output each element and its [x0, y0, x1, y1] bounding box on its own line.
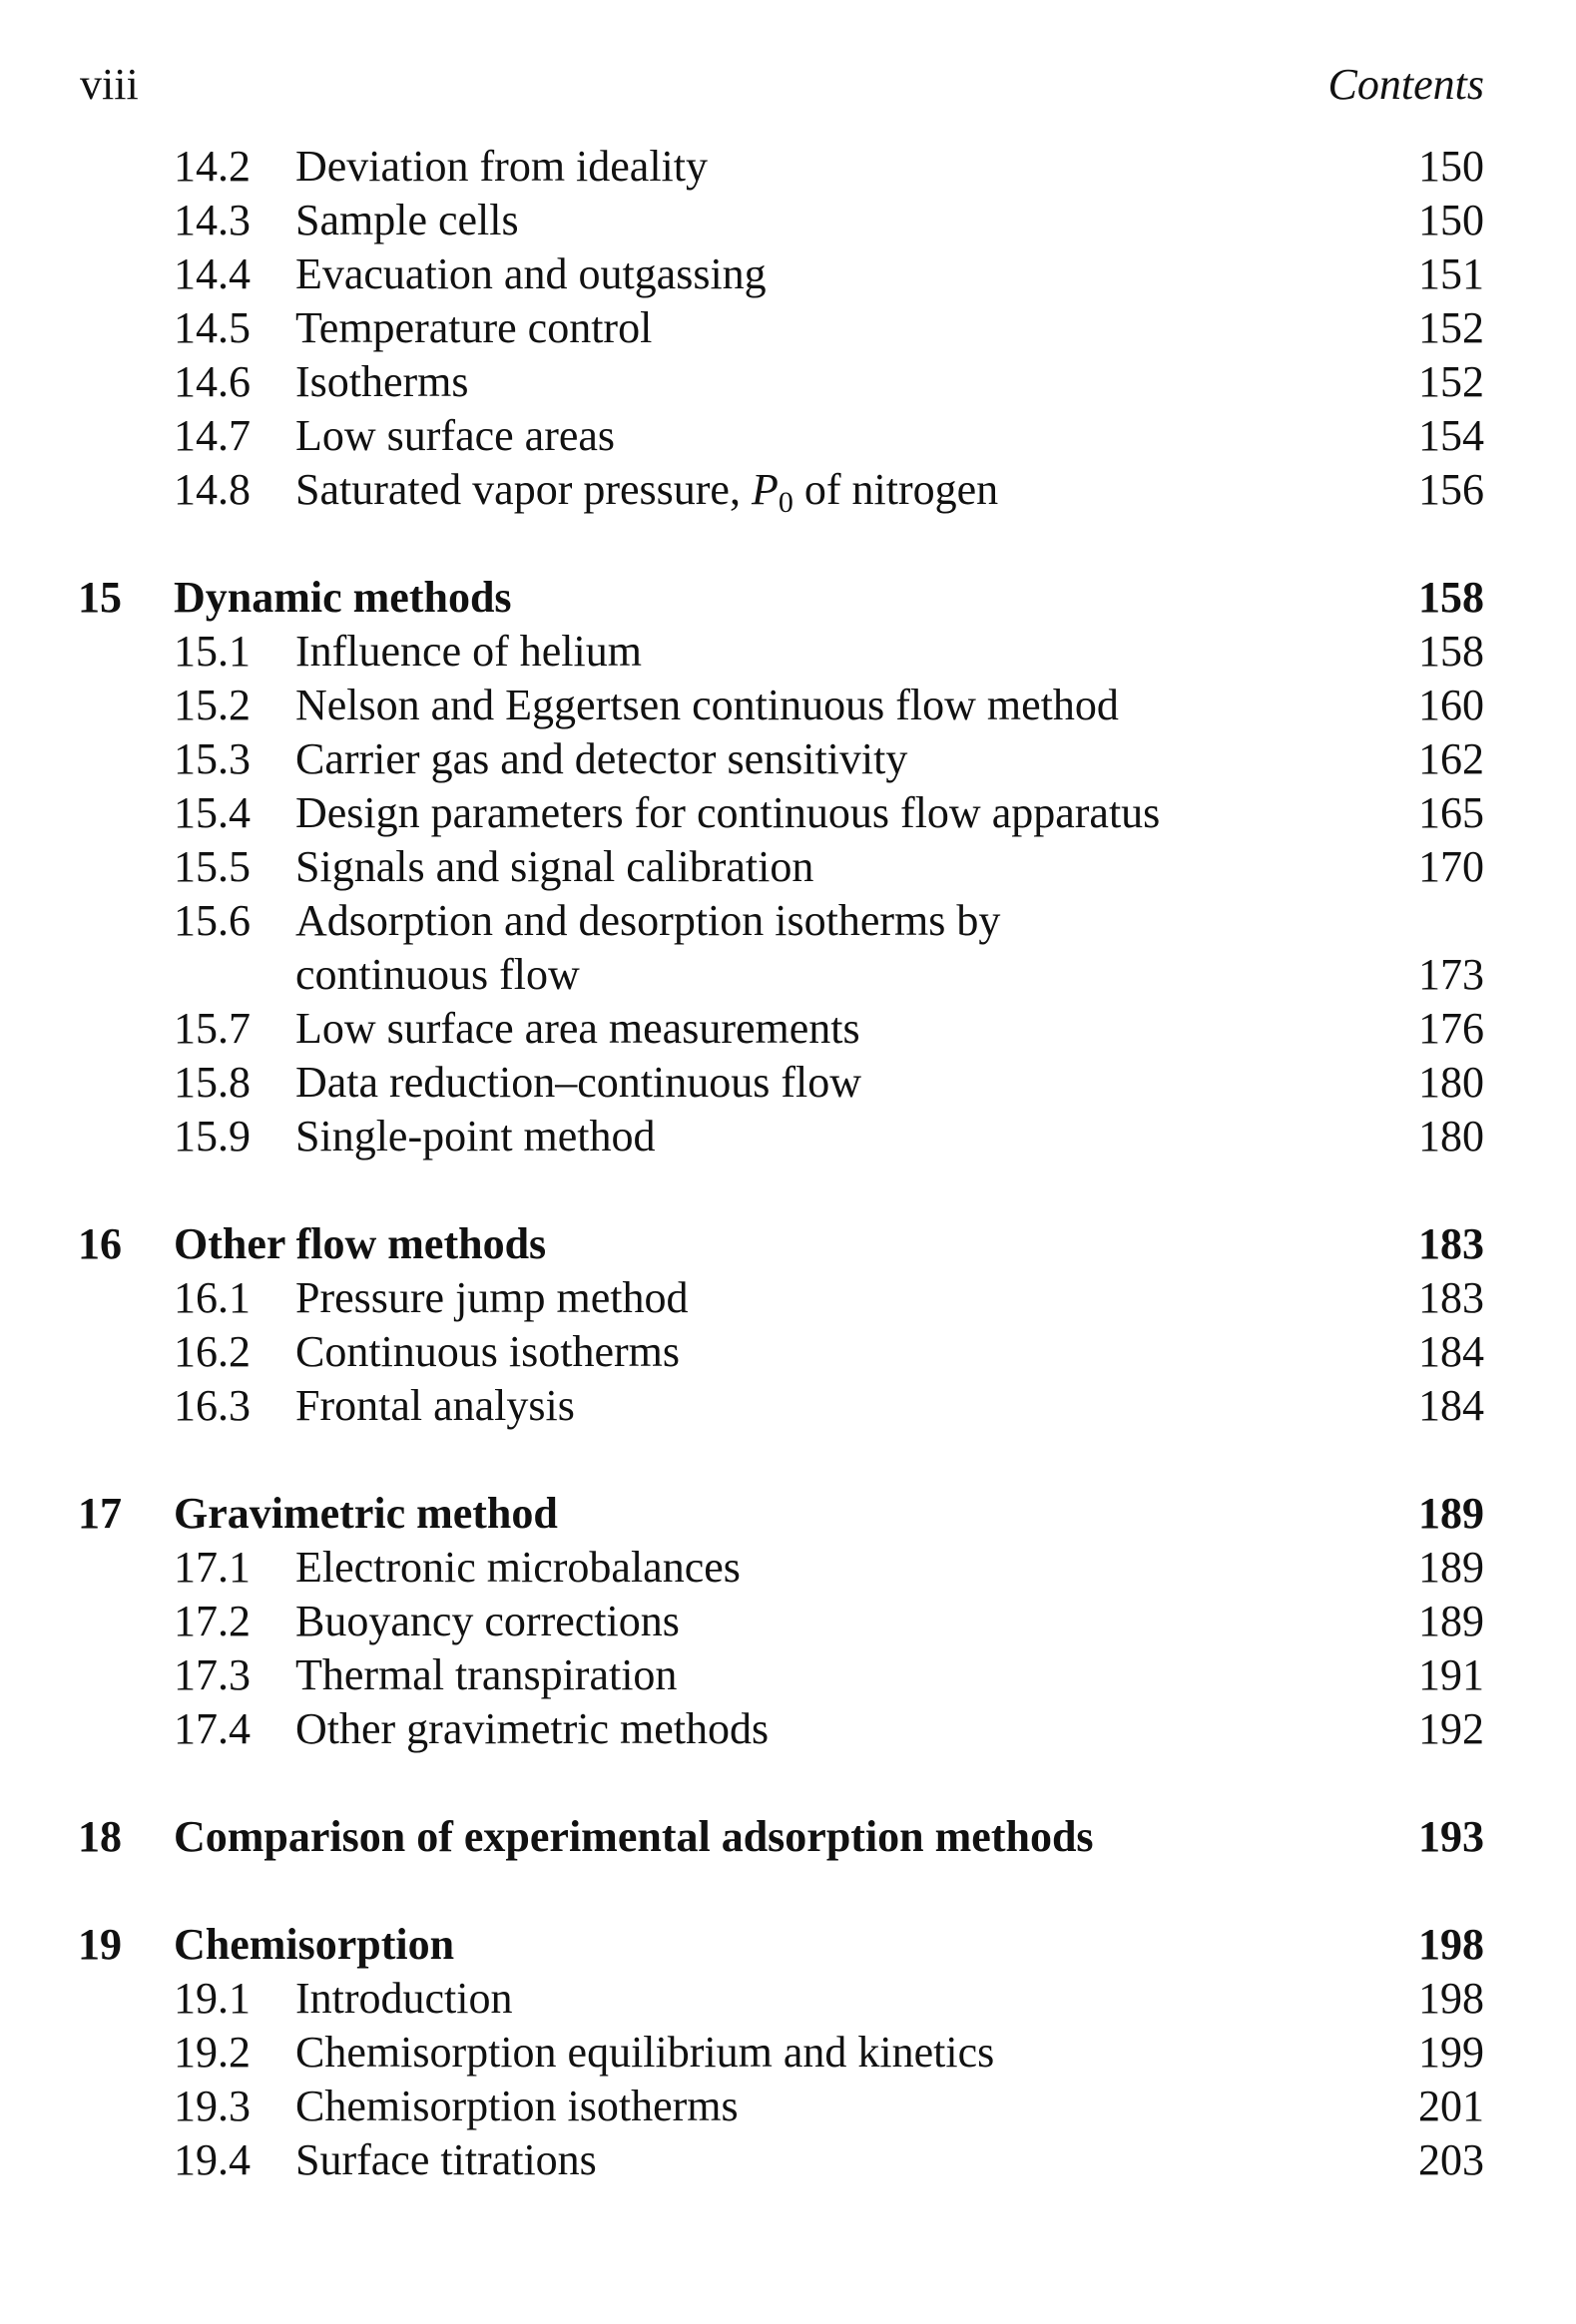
chapter-number: 19	[78, 1920, 122, 1969]
section-title: Carrier gas and detector sensitivity	[295, 734, 908, 783]
section-number: 17.3	[174, 1650, 251, 1699]
toc-entry	[0, 732, 1576, 786]
section-number: 15.9	[174, 1112, 251, 1161]
toc-entry	[0, 463, 1576, 517]
page-ref: 183	[1418, 1219, 1484, 1268]
section-title: Pressure jump method	[295, 1273, 689, 1322]
section-title: Low surface area measurements	[295, 1004, 860, 1053]
toc-entry	[0, 679, 1576, 732]
page-ref: 184	[1418, 1327, 1484, 1376]
page-ref: 180	[1418, 1058, 1484, 1107]
title-part: Saturated vapor pressure,	[295, 465, 752, 514]
section-title: Adsorption and desorption isotherms by	[295, 896, 1001, 945]
section-number: 14.8	[174, 465, 251, 514]
section-number: 14.6	[174, 357, 251, 406]
running-title: Contents	[1327, 60, 1484, 109]
toc-entry	[0, 1271, 1576, 1325]
page-number: viii	[80, 60, 139, 109]
page-ref: 180	[1418, 1112, 1484, 1161]
page-ref: 189	[1418, 1543, 1484, 1592]
chapter-title: Dynamic methods	[174, 573, 512, 622]
section-number: 15.6	[174, 896, 251, 945]
section-number: 14.4	[174, 249, 251, 298]
section-title: Single-point method	[295, 1112, 656, 1161]
section-number: 16.1	[174, 1273, 251, 1322]
section-title: Chemisorption isotherms	[295, 2082, 739, 2130]
chapter-title: Other flow methods	[174, 1219, 547, 1268]
toc-entry	[0, 355, 1576, 409]
section-title: Other gravimetric methods	[295, 1704, 770, 1753]
toc-chapter	[0, 1487, 1576, 1541]
section-title: Evacuation and outgassing	[295, 249, 767, 298]
toc-entry	[0, 1110, 1576, 1163]
chapter-title: Gravimetric method	[174, 1489, 558, 1538]
toc-entry	[0, 1056, 1576, 1110]
section-number: 16.3	[174, 1381, 251, 1430]
section-title: Continuous isotherms	[295, 1327, 681, 1376]
section-title: Temperature control	[295, 303, 653, 352]
toc-entry	[0, 2080, 1576, 2133]
chapter-number: 17	[78, 1489, 122, 1538]
toc-entry	[0, 194, 1576, 247]
section-title: continuous flow	[295, 950, 580, 999]
toc-entry	[0, 1702, 1576, 1756]
section-number: 17.2	[174, 1597, 251, 1645]
section-title: Electronic microbalances	[295, 1543, 741, 1592]
subscript-zero: 0	[778, 486, 793, 519]
toc-entry	[0, 894, 1576, 948]
section-number: 19.1	[174, 1974, 251, 2023]
section-number: 19.3	[174, 2082, 251, 2130]
section-number: 17.4	[174, 1704, 251, 1753]
section-title	[295, 463, 998, 517]
section-title: Frontal analysis	[295, 1381, 575, 1430]
section-number: 14.7	[174, 411, 251, 460]
toc-entry-continuation	[0, 948, 1576, 1002]
page-ref: 158	[1418, 627, 1484, 676]
section-number: 14.5	[174, 303, 251, 352]
page-ref: 162	[1418, 734, 1484, 783]
section-title: Thermal transpiration	[295, 1650, 678, 1699]
section-number: 19.2	[174, 2028, 251, 2077]
page-ref: 184	[1418, 1381, 1484, 1430]
toc-entry	[0, 1648, 1576, 1702]
section-number: 15.4	[174, 788, 251, 837]
toc-entry	[0, 140, 1576, 194]
page-ref: 150	[1418, 196, 1484, 244]
page-ref: 173	[1418, 950, 1484, 999]
page-ref: 160	[1418, 681, 1484, 729]
chapter-title: Chemisorption	[174, 1920, 455, 1969]
page-ref: 165	[1418, 788, 1484, 837]
page-ref: 201	[1418, 2082, 1484, 2130]
page-ref: 189	[1418, 1597, 1484, 1645]
page-ref: 158	[1418, 573, 1484, 622]
toc-entry	[0, 625, 1576, 679]
section-number: 15.2	[174, 681, 251, 729]
title-part: of nitrogen	[792, 465, 999, 514]
toc-entry	[0, 786, 1576, 840]
symbol-p: P	[751, 465, 779, 514]
section-number: 15.3	[174, 734, 251, 783]
page-ref: 198	[1418, 1920, 1484, 1969]
page-ref: 183	[1418, 1273, 1484, 1322]
page-ref: 151	[1418, 249, 1484, 298]
page-ref: 156	[1418, 465, 1484, 514]
page-ref: 193	[1418, 1812, 1484, 1861]
section-number: 15.1	[174, 627, 251, 676]
section-title: Sample cells	[295, 196, 519, 244]
section-title: Influence of helium	[295, 627, 642, 676]
page-ref: 191	[1418, 1650, 1484, 1699]
page-ref: 192	[1418, 1704, 1484, 1753]
chapter-number: 16	[78, 1219, 122, 1268]
toc-entry	[0, 2026, 1576, 2080]
section-title: Deviation from ideality	[295, 142, 708, 191]
section-title: Low surface areas	[295, 411, 616, 460]
page-ref: 150	[1418, 142, 1484, 191]
section-title: Introduction	[295, 1974, 513, 2023]
toc-chapter	[0, 1810, 1576, 1864]
toc-entry	[0, 1595, 1576, 1648]
page-ref: 152	[1418, 303, 1484, 352]
section-number: 14.2	[174, 142, 251, 191]
toc-entry	[0, 2133, 1576, 2187]
toc-entry	[0, 301, 1576, 355]
toc-entry	[0, 1325, 1576, 1379]
section-title: Signals and signal calibration	[295, 842, 814, 891]
chapter-number: 15	[78, 573, 122, 622]
section-number: 14.3	[174, 196, 251, 244]
page-ref: 198	[1418, 1974, 1484, 2023]
toc-entry	[0, 1541, 1576, 1595]
section-title: Chemisorption equilibrium and kinetics	[295, 2028, 995, 2077]
page-ref: 203	[1418, 2135, 1484, 2184]
toc-chapter	[0, 571, 1576, 625]
section-title: Isotherms	[295, 357, 469, 406]
section-number: 19.4	[174, 2135, 251, 2184]
page-ref: 154	[1418, 411, 1484, 460]
section-title: Nelson and Eggertsen continuous flow method	[295, 681, 1119, 729]
section-title: Surface titrations	[295, 2135, 597, 2184]
section-title: Design parameters for continuous flow apparatus	[295, 788, 1161, 837]
page-ref: 199	[1418, 2028, 1484, 2077]
toc-entry	[0, 840, 1576, 894]
toc-chapter	[0, 1217, 1576, 1271]
toc-entry	[0, 1379, 1576, 1433]
toc-entry	[0, 1002, 1576, 1056]
section-number: 15.8	[174, 1058, 251, 1107]
toc-entry	[0, 409, 1576, 463]
toc-entry	[0, 247, 1576, 301]
section-title: Buoyancy corrections	[295, 1597, 680, 1645]
chapter-number: 18	[78, 1812, 122, 1861]
section-number: 15.7	[174, 1004, 251, 1053]
section-number: 17.1	[174, 1543, 251, 1592]
page-ref: 152	[1418, 357, 1484, 406]
toc-chapter	[0, 1918, 1576, 1972]
section-number: 16.2	[174, 1327, 251, 1376]
section-title: Data reduction–continuous flow	[295, 1058, 861, 1107]
page-ref: 170	[1418, 842, 1484, 891]
section-number: 15.5	[174, 842, 251, 891]
page-ref: 176	[1418, 1004, 1484, 1053]
chapter-title: Comparison of experimental adsorption methods	[174, 1812, 1094, 1861]
page-ref: 189	[1418, 1489, 1484, 1538]
toc-entry	[0, 1972, 1576, 2026]
